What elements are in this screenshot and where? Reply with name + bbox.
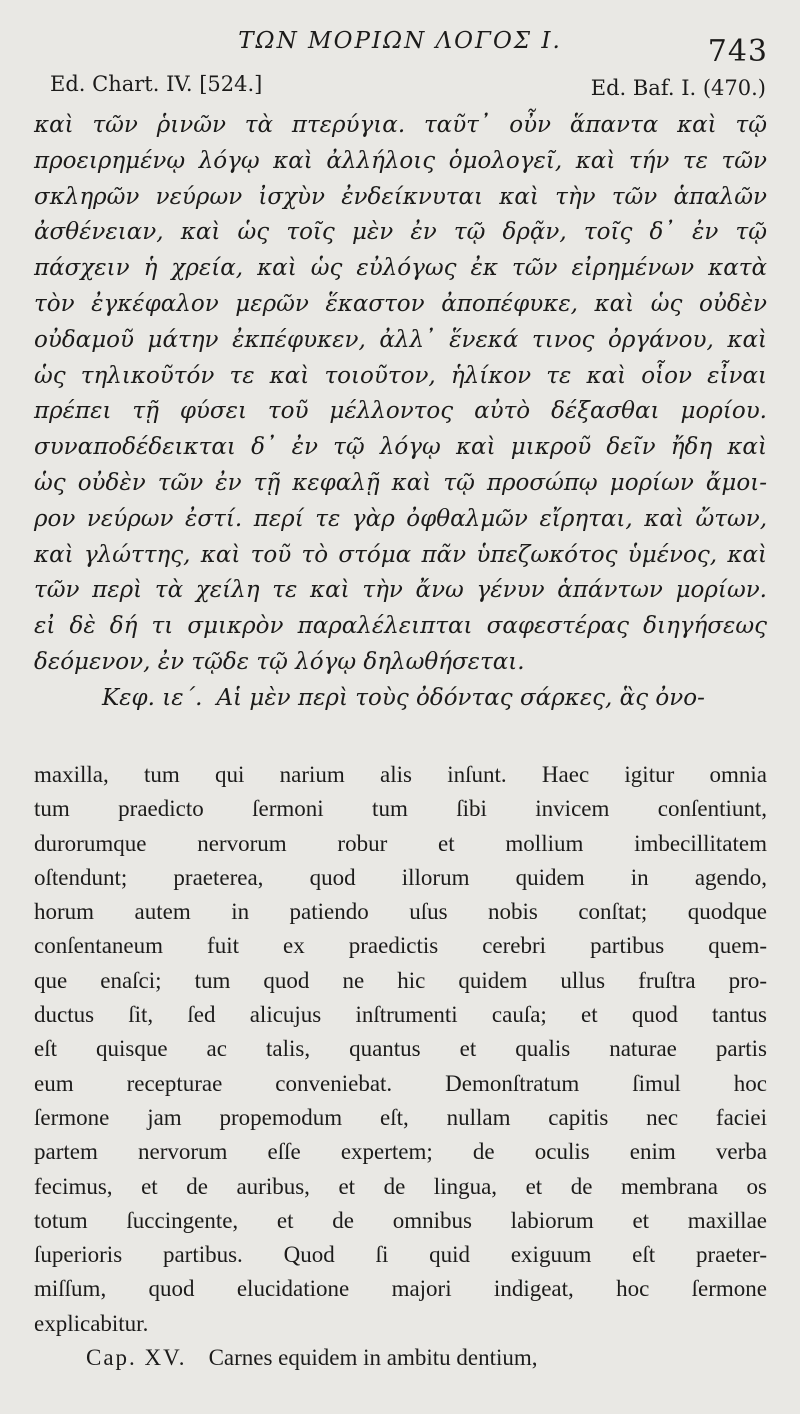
- greek-text-line: εἰ δὲ δή τι σμικρὸν παραλέλειπται σαφεστέρας διηγήσεως: [34, 613, 767, 640]
- greek-chapter-label: Κεφ. ιε΄.: [102, 684, 203, 711]
- page-number: 743: [707, 34, 768, 69]
- greek-text-line: τὸν ἐγκέφαλον μερῶν ἕκαστον ἀποπέφυκε, καὶ ὡς οὐδὲν: [34, 290, 767, 317]
- latin-text-line: fecimus, et de auribus, et de lingua, et de membrana os: [34, 1173, 767, 1199]
- greek-text-line: καὶ γλώττης, καὶ τοῦ τὸ στόμα πᾶν ὑπεζωκότος ὑμένος, καὶ: [34, 541, 767, 568]
- latin-text-line: eum recepturae conveniebat. Demonſtratum ſimul hoc: [34, 1070, 767, 1096]
- latin-text-line: partem nervorum eſſe expertem; de oculis enim verba: [34, 1139, 767, 1165]
- latin-text-line: conſentaneum fuit ex praedictis cerebri partibus quem-: [34, 933, 767, 959]
- latin-text-line: ſermone jam propemodum eſt, nullam capitis nec faciei: [34, 1104, 767, 1130]
- greek-text-line: συναποδέδεικται δ᾿ ἐν τῷ λόγῳ καὶ μικροῦ δεῖν ἤδη καὶ: [34, 434, 767, 461]
- greek-text-line: τῶν περὶ τὰ χείλη τε καὶ τὴν ἄνω γένυν ἁπάντων μορίων.: [34, 577, 767, 604]
- greek-text-line: ὡς οὐδὲν τῶν ἐν τῇ κεφαλῇ καὶ τῷ προσώπῳ μορίων ἄμοι-: [34, 469, 767, 496]
- latin-text-line: que enaſci; tum quod ne hic quidem ullus fruſtra pro-: [34, 967, 767, 993]
- latin-text-block: [34, 758, 767, 1375]
- greek-text-line: ὡς τηλικοῦτόν τε καὶ τοιοῦτον, ἡλίκον τε καὶ οἷον εἶναι: [34, 362, 767, 389]
- greek-text-line: ρον νεύρων ἐστί. περί τε γὰρ ὀφθαλμῶν εἴρηται, καὶ ὤτων,: [34, 505, 767, 532]
- greek-text-line: καὶ τῶν ῥινῶν τὰ πτερύγια. ταῦτ᾿ οὖν ἅπαντα καὶ τῷ: [34, 112, 767, 138]
- latin-text-line: maxilla, tum qui narium alis inſunt. Haec igitur omnia: [34, 762, 767, 787]
- edition-reference-left: Ed. Chart. IV. [524.]: [50, 72, 263, 96]
- greek-chapter-heading: [34, 681, 767, 717]
- latin-text-line: explicabitur.: [34, 1310, 149, 1336]
- latin-text-line: horum autem in patiendo uſus nobis conſtat; quodque: [34, 899, 767, 925]
- greek-text-line: σκληρῶν νεύρων ἰσχὺν ἐνδείκνυται καὶ τὴν τῶν ἁπαλῶν: [34, 183, 767, 210]
- running-title: ΤΩΝ ΜΟΡΙΩΝ ΛΟΓΟΣ Ι.: [238, 28, 562, 54]
- latin-text-line: eſt quisque ac talis, quantus et qualis naturae partis: [34, 1036, 767, 1062]
- latin-text-line: ſuperioris partibus. Quod ſi quid exiguum eſt praeter-: [34, 1242, 767, 1268]
- greek-text-line: προειρημένῳ λόγῳ καὶ ἀλλήλοις ὁμολογεῖ, καὶ τήν τε τῶν: [34, 147, 767, 174]
- edition-reference-right: Ed. Baf. I. (470.): [590, 76, 766, 100]
- latin-text-line: ductus ſit, ſed alicujus inſtrumenti cauſa; et quod tantus: [34, 1002, 767, 1028]
- latin-text-line: tum praedicto ſermoni tum ſibi invicem conſentiunt,: [34, 796, 767, 822]
- greek-chapter-text: Αἱ μὲν περὶ τοὺς ὀδόντας σάρκες, ἃς ὀνο-: [216, 684, 705, 711]
- greek-text-block: [34, 108, 767, 717]
- greek-text-line: πρέπει τῇ φύσει τοῦ μέλλοντος αὐτὸ δέξασθαι μορίου.: [34, 398, 767, 425]
- latin-text-line: miſſum, quod elucidatione majori indigeat, hoc ſermone: [34, 1276, 767, 1302]
- latin-chapter-text: Carnes equidem in ambitu dentium,: [208, 1345, 538, 1371]
- latin-chapter-heading: [34, 1341, 767, 1375]
- latin-text-line: durorumque nervorum robur et mollium imbecillitatem: [34, 830, 767, 856]
- greek-text-line: ἀσθένειαν, καὶ ὡς τοῖς μὲν ἐν τῷ δρᾷν, τοῖς δ᾿ ἐν τῷ: [34, 219, 767, 246]
- latin-text-line: oſtendunt; praeterea, quod illorum quidem in agendo,: [34, 864, 767, 890]
- latin-chapter-label: Cap. XV.: [86, 1345, 187, 1371]
- greek-text-line: οὐδαμοῦ μάτην ἐκπέφυκεν, ἀλλ᾿ ἕνεκά τινος ὀργάνου, καὶ: [34, 326, 767, 353]
- latin-text-line: totum ſuccingente, et de omnibus labiorum et maxillae: [34, 1207, 767, 1233]
- greek-text-line: δεόμενον, ἐν τῷδε τῷ λόγῳ δηλωθήσεται.: [34, 648, 525, 675]
- greek-text-line: πάσχειν ἡ χρεία, καὶ ὡς εὐλόγως ἐκ τῶν εἰρημένων κατὰ: [34, 255, 767, 282]
